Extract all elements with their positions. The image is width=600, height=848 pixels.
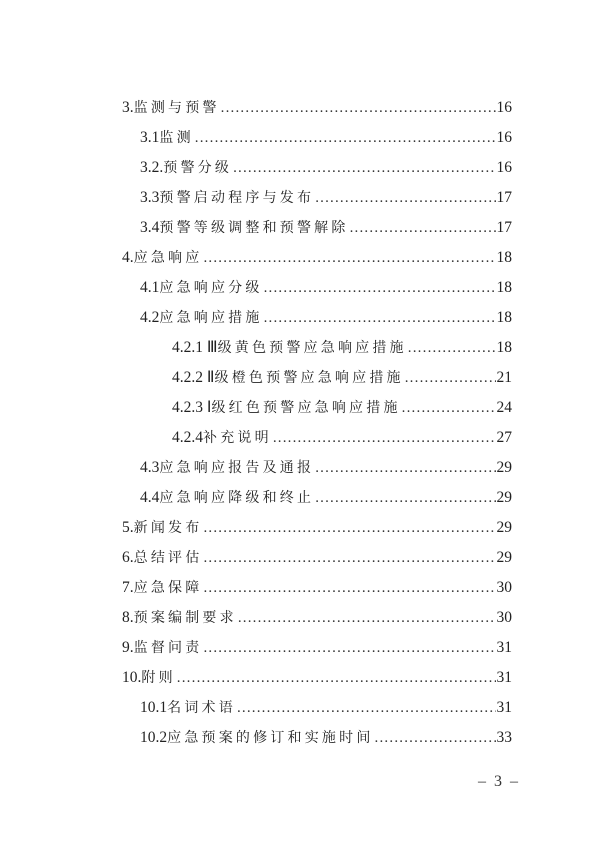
toc-entry-number: 8.: [122, 609, 134, 626]
toc-entry-title: 应急响应报告及通报: [159, 460, 315, 476]
toc-entry-page: 29: [496, 489, 512, 506]
toc-entry-page: 18: [496, 249, 512, 266]
toc-entry-page: 18: [496, 309, 512, 326]
dot-leader: [195, 128, 496, 148]
toc-entry-page: 21: [496, 369, 512, 386]
toc-entry-page: 29: [496, 549, 512, 566]
toc-entry-number: 10.2: [140, 729, 168, 746]
toc-entry-title: 名词术语: [167, 700, 236, 716]
dot-leader: [315, 458, 495, 478]
toc-entry-3-3[interactable]: [140, 186, 512, 208]
toc-entry-page: 30: [496, 579, 512, 596]
dot-leader: [203, 638, 495, 658]
dot-leader: [203, 578, 495, 598]
toc-entry-number: 4.2.1 Ⅲ: [172, 339, 218, 356]
toc-entry-number: 4.2.3 Ⅰ: [172, 399, 212, 416]
toc-entry-4[interactable]: [122, 246, 512, 268]
toc-entry-3-4[interactable]: [140, 216, 512, 238]
page-number: – 3 –: [478, 773, 520, 790]
toc-entry-title: 应急响应降级和终止: [159, 490, 315, 506]
toc-entry-number: 7.: [122, 579, 134, 596]
dot-leader: [315, 488, 495, 508]
toc-entry-5[interactable]: [122, 516, 512, 538]
toc-entry-number: 3.3: [140, 189, 160, 206]
dot-leader: [273, 428, 496, 448]
toc-entry-6[interactable]: [122, 546, 512, 568]
dot-leader: [375, 728, 496, 748]
toc-entry-title: 应急响应分级: [159, 280, 263, 296]
toc-entry-title: 级橙色预警应急响应措施: [214, 370, 404, 386]
toc-entry-title: 监测: [159, 130, 194, 146]
toc-entry-page: 16: [496, 129, 512, 146]
toc-entry-page: 31: [496, 669, 512, 686]
toc-entry-title: 应急保障: [133, 580, 203, 596]
dot-leader: [408, 338, 496, 358]
toc-entry-number: 4.2: [140, 309, 160, 326]
toc-entry-title: 新闻发布: [133, 520, 203, 536]
toc-entry-number: 4.2.2 Ⅱ: [172, 369, 215, 386]
toc-entry-number: 5.: [122, 519, 134, 536]
toc-entry-title: 总结评估: [133, 550, 203, 566]
toc-entry-page: 24: [496, 399, 512, 416]
toc-entry-9[interactable]: [122, 636, 512, 658]
dot-leader: [177, 668, 496, 688]
toc-entry-title: 预警启动程序与发布: [159, 190, 315, 206]
toc-entry-number: 3.2.: [140, 159, 164, 176]
toc-entry-title: 预警等级调整和预警解除: [159, 220, 349, 236]
toc-entry-number: 10.1: [140, 699, 168, 716]
dot-leader: [350, 218, 496, 238]
toc-entry-4-2-1[interactable]: [172, 336, 512, 358]
toc-entry-4-2-2[interactable]: [172, 366, 512, 388]
toc-entry-number: 4.3: [140, 459, 160, 476]
toc-entry-10[interactable]: [122, 666, 512, 688]
toc-entry-number: 6.: [122, 549, 134, 566]
toc-entry-7[interactable]: [122, 576, 512, 598]
dot-leader: [264, 308, 496, 328]
toc-entry-4-2-4[interactable]: [172, 426, 512, 448]
toc-entry-page: 29: [496, 519, 512, 536]
toc-entry-number: 4.1: [140, 279, 160, 296]
toc-entry-4-2-3[interactable]: [172, 396, 512, 418]
dot-leader: [203, 548, 495, 568]
toc-entry-3-1[interactable]: [140, 126, 512, 148]
toc-entry-4-1[interactable]: [140, 276, 512, 298]
toc-entry-number: 10.: [122, 669, 142, 686]
toc-entry-page: 16: [496, 99, 512, 116]
toc-entry-title: 监测与预警: [133, 100, 220, 116]
dot-leader: [315, 188, 495, 208]
toc-entry-3[interactable]: [122, 96, 512, 118]
dot-leader: [203, 518, 495, 538]
toc-entry-number: 4.2.4: [172, 429, 203, 446]
toc-entry-page: 18: [496, 279, 512, 296]
toc-entry-page: 31: [496, 639, 512, 656]
toc-entry-4-2[interactable]: [140, 306, 512, 328]
dot-leader: [264, 278, 496, 298]
toc-entry-4-4[interactable]: [140, 486, 512, 508]
toc-entry-8[interactable]: [122, 606, 512, 628]
dot-leader: [221, 98, 496, 118]
toc-entry-number: 3.4: [140, 219, 160, 236]
toc-entry-number: 4.4: [140, 489, 160, 506]
toc-entry-page: 31: [496, 699, 512, 716]
toc-entry-10-1[interactable]: [140, 696, 512, 718]
toc-entry-number: 3.1: [140, 129, 160, 146]
toc-entry-title: 补充说明: [203, 430, 272, 446]
toc-entry-page: 30: [496, 609, 512, 626]
toc-entry-title: 预警分级: [163, 160, 233, 176]
toc-entry-4-3[interactable]: [140, 456, 512, 478]
toc-entry-page: 18: [496, 339, 512, 356]
toc-entry-title: 级黄色预警应急响应措施: [217, 340, 407, 356]
dot-leader: [233, 158, 495, 178]
dot-leader: [402, 398, 496, 418]
toc-entry-title: 附则: [141, 670, 176, 686]
toc-entry-10-2[interactable]: [140, 726, 512, 748]
toc-entry-page: 27: [496, 429, 512, 446]
toc-entry-page: 33: [496, 729, 512, 746]
dot-leader: [238, 608, 496, 628]
toc-entry-page: 17: [496, 219, 512, 236]
toc-entry-number: 4.: [122, 249, 134, 266]
toc-entry-page: 17: [496, 189, 512, 206]
toc-entry-title: 应急响应: [133, 250, 203, 266]
toc-entry-page: 16: [496, 159, 512, 176]
dot-leader: [405, 368, 496, 388]
dot-leader: [237, 698, 496, 718]
toc-entry-page: 29: [496, 459, 512, 476]
toc-entry-title: 监督问责: [133, 640, 203, 656]
toc-entry-title: 级红色预警应急响应措施: [211, 400, 401, 416]
toc-entry-number: 3.: [122, 99, 134, 116]
dot-leader: [203, 248, 495, 268]
toc-entry-title: 预案编制要求: [133, 610, 237, 626]
toc-entry-number: 9.: [122, 639, 134, 656]
toc-entry-title: 应急响应措施: [159, 310, 263, 326]
toc-entry-title: 应急预案的修订和实施时间: [167, 730, 374, 746]
toc-entry-3-2[interactable]: [140, 156, 512, 178]
